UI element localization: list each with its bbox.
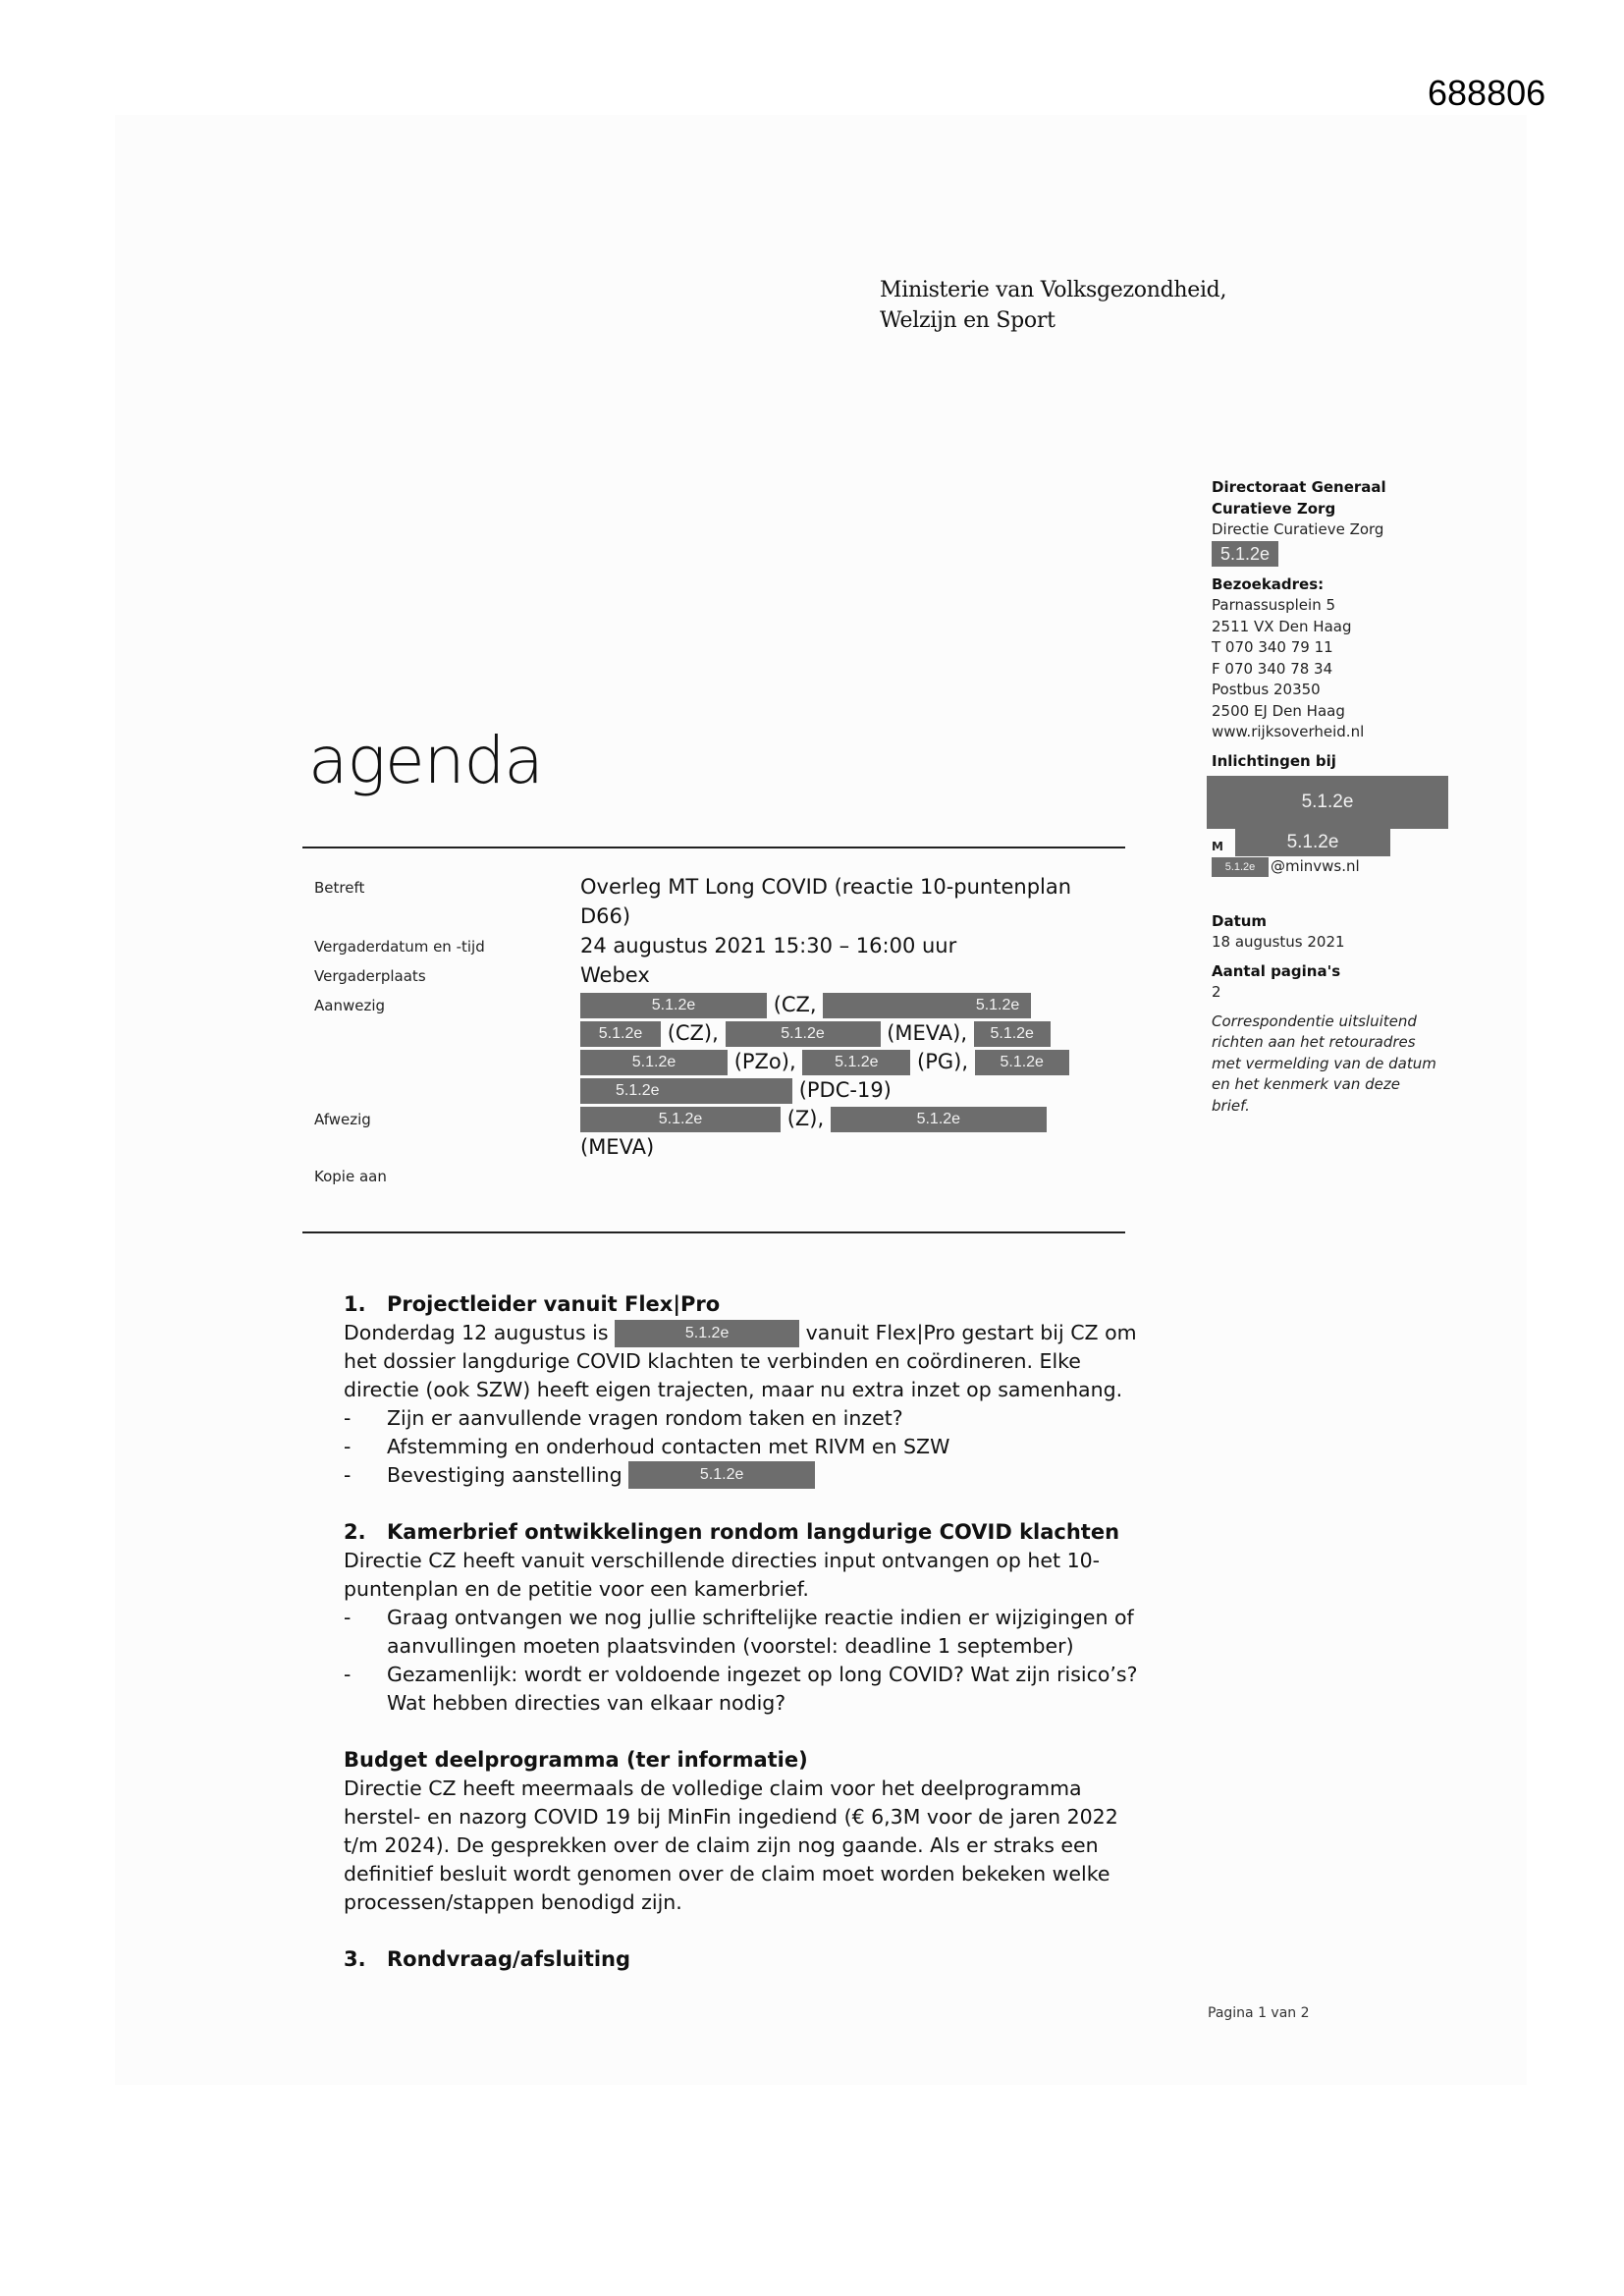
mobile-prefix: M — [1212, 840, 1223, 853]
redaction-block: 5.1.2e — [1235, 829, 1390, 856]
subject-value — [580, 872, 1119, 931]
redaction-block: 5.1.2e — [580, 1107, 781, 1132]
bullet-text: Zijn er aanvullende vragen rondom taken en inzet? — [387, 1406, 903, 1430]
agenda-item-heading — [344, 1290, 1208, 1319]
budget-line: herstel- en nazorg COVID 19 bij MinFin ingediend (€ 6,3M voor de jaren 2022 — [344, 1805, 1118, 1829]
department-tag: (Z), — [786, 1107, 825, 1130]
ministry-line-1: Ministerie van Volksgezondheid, — [880, 278, 1227, 302]
redaction-block: 5.1.2e — [975, 1050, 1069, 1075]
website-link[interactable]: www.rijksoverheid.nl — [1212, 723, 1365, 740]
divider-bottom — [302, 1231, 1125, 1233]
notice-line: richten aan het retouradres — [1212, 1033, 1416, 1051]
bullet-item: - Graag ontvangen we nog jullie schriftelijke reactie indien er wijzigingen of aanvullingen moeten plaatsvinden (voorstel: deadline 1 september) — [344, 1606, 1134, 1658]
directie: Directie Curatieve Zorg — [1212, 520, 1384, 538]
budget-line: Directie CZ heeft meermaals de volledige claim voor het deelprogramma — [344, 1777, 1082, 1800]
budget-heading: Budget deelprogramma (ter informatie) — [344, 1748, 808, 1772]
bullet-text: aanvullingen moeten plaatsvinden (voorstel: deadline 1 september) — [387, 1634, 1074, 1658]
fax-line: F 070 340 78 34 — [1212, 659, 1333, 678]
pages-value: 2 — [1212, 983, 1221, 1001]
page-title: agenda — [308, 723, 543, 798]
text-span: vanuit Flex|Pro gestart bij CZ om — [805, 1321, 1137, 1344]
notice-line: en het kenmerk van deze — [1212, 1075, 1400, 1093]
location-value: Webex — [580, 963, 650, 987]
text-span: Donderdag 12 augustus is — [344, 1321, 609, 1344]
sidebar-colofon — [1212, 477, 1467, 1117]
email-domain: @minvws.nl — [1271, 857, 1360, 875]
item-number: 1. — [344, 1292, 366, 1316]
address-line: Parnassusplein 5 — [1212, 596, 1336, 614]
department-tag: (PG), — [917, 1050, 969, 1073]
redaction-block: 5.1.2e — [726, 1021, 881, 1047]
meta-copy — [314, 1161, 1119, 1186]
agenda-items — [344, 1290, 1208, 1974]
redaction-block: 5.1.2e — [1207, 776, 1448, 829]
item-paragraph-line: Directie CZ heeft vanuit verschillende directies input ontvangen op het 10- — [344, 1549, 1101, 1572]
redaction-block: 5.1.2e — [1212, 541, 1278, 567]
item-number: 3. — [344, 1947, 366, 1971]
department-tag: (MEVA), — [887, 1021, 968, 1045]
redaction-block: 5.1.2e — [580, 1021, 661, 1047]
item-title: Rondvraag/afsluiting — [387, 1947, 631, 1971]
absent-list — [580, 1104, 1119, 1161]
redaction-block: 5.1.2e — [831, 1107, 1047, 1132]
redaction-block: 5.1.2e — [580, 1050, 728, 1075]
notice-line: met vermelding van de datum — [1212, 1054, 1436, 1072]
page-indicator: Pagina 1 van 2 — [1208, 2005, 1310, 2021]
contact-email — [1212, 856, 1467, 878]
redaction-block: 5.1.2e — [974, 1021, 1051, 1047]
present-list — [580, 990, 1119, 1104]
redaction-block: 5.1.2e — [823, 993, 1031, 1018]
agenda-item-heading — [344, 1945, 1208, 1974]
meeting-meta — [314, 872, 1119, 1186]
department-tag: (MEVA) — [580, 1135, 655, 1159]
date-label: Datum — [1212, 911, 1268, 930]
visit-address-label: Bezoekadres: — [1212, 574, 1325, 593]
department-tag: (PZo), — [733, 1050, 796, 1073]
department-tag: (CZ), — [667, 1021, 719, 1045]
postbus-line: Postbus 20350 — [1212, 681, 1321, 698]
date-value: 18 augustus 2021 — [1212, 933, 1345, 951]
ministry-logo-text — [880, 275, 1226, 336]
subject-line: Overleg MT Long COVID (reactie 10-puntenplan — [580, 875, 1072, 899]
org-name-2: Curatieve Zorg — [1212, 499, 1336, 518]
org-name-1: Directoraat Generaal — [1212, 478, 1386, 496]
bullet-text: Afstemming en onderhoud contacten met RIVM en SZW — [387, 1435, 950, 1458]
meta-absent — [314, 1104, 1119, 1161]
bullet-item: - Zijn er aanvullende vragen rondom taken en inzet? — [344, 1404, 1208, 1433]
notice-line: brief. — [1212, 1096, 1250, 1115]
item-paragraph-line: het dossier langdurige COVID klachten te verbinden en coördineren. Elke — [344, 1349, 1081, 1373]
redaction-block: 5.1.2e — [802, 1050, 910, 1075]
item-title: Kamerbrief ontwikkelingen rondom langdurige COVID klachten — [387, 1520, 1120, 1544]
bullet-item: - Afstemming en onderhoud contacten met RIVM en SZW — [344, 1433, 1208, 1461]
meta-location — [314, 960, 1119, 990]
copy-label: Kopie aan — [314, 1168, 387, 1185]
item-paragraph-line: puntenplan en de petitie voor een kamerbrief. — [344, 1577, 809, 1601]
department-tag: (CZ, — [773, 993, 817, 1016]
budget-line: t/m 2024). De gesprekken over de claim zijn nog gaande. Als er straks een — [344, 1833, 1099, 1857]
contact-label: Inlichtingen bij — [1212, 751, 1336, 770]
redaction-block: 5.1.2e — [580, 1078, 792, 1104]
meta-datetime — [314, 931, 1119, 960]
notice-line: Correspondentie uitsluitend — [1212, 1011, 1417, 1030]
pages-label: Aantal pagina's — [1212, 961, 1341, 980]
absent-label: Afwezig — [314, 1111, 371, 1128]
phone-line: T 070 340 79 11 — [1212, 638, 1333, 656]
redaction-block: 5.1.2e — [1212, 857, 1269, 877]
present-label: Aanwezig — [314, 997, 386, 1014]
bullet-text: Graag ontvangen we nog jullie schriftelijke reactie indien er wijzigingen of — [387, 1606, 1134, 1629]
subject-label: Betreft — [314, 879, 365, 897]
contact-redacted — [1212, 772, 1467, 856]
redaction-block: 5.1.2e — [628, 1461, 815, 1489]
meta-present — [314, 990, 1119, 1104]
ministry-line-2: Welzijn en Sport — [880, 308, 1056, 333]
redaction-block: 5.1.2e — [580, 993, 767, 1018]
bullet-text: Bevestiging aanstelling — [387, 1463, 623, 1487]
document-id: 688806 — [1428, 73, 1546, 113]
item-paragraph-line: directie (ook SZW) heeft eigen trajecten, maar nu extra inzet op samenhang. — [344, 1378, 1123, 1401]
bullet-item: - Bevestiging aanstelling 5.1.2e — [344, 1461, 1208, 1490]
address-line: 2500 EJ Den Haag — [1212, 701, 1345, 720]
subject-line: D66) — [580, 904, 631, 928]
bullet-item: - Gezamenlijk: wordt er voldoende ingezet op long COVID? Wat zijn risico’s? Wat hebben directies van elkaar nodig? — [344, 1663, 1138, 1715]
agenda-item-heading — [344, 1518, 1208, 1547]
item-paragraph — [344, 1319, 1208, 1347]
bullet-text: Gezamenlijk: wordt er voldoende ingezet op long COVID? Wat zijn risico’s? — [387, 1663, 1138, 1686]
bullet-text: Wat hebben directies van elkaar nodig? — [387, 1691, 786, 1715]
redaction-block: 5.1.2e — [615, 1320, 799, 1347]
datetime-value: 24 augustus 2021 15:30 – 16:00 uur — [580, 934, 957, 957]
budget-line: definitief besluit wordt genomen over de claim moet worden bekeken welke — [344, 1862, 1110, 1886]
address-line: 2511 VX Den Haag — [1212, 617, 1352, 635]
item-title: Projectleider vanuit Flex|Pro — [387, 1292, 721, 1316]
item-number: 2. — [344, 1520, 366, 1544]
department-tag: (PDC-19) — [798, 1078, 892, 1102]
location-label: Vergaderplaats — [314, 967, 426, 985]
meta-subject — [314, 872, 1119, 931]
budget-line: processen/stappen benodigd zijn. — [344, 1890, 682, 1914]
datetime-label: Vergaderdatum en -tijd — [314, 938, 485, 956]
divider-top — [302, 847, 1125, 848]
